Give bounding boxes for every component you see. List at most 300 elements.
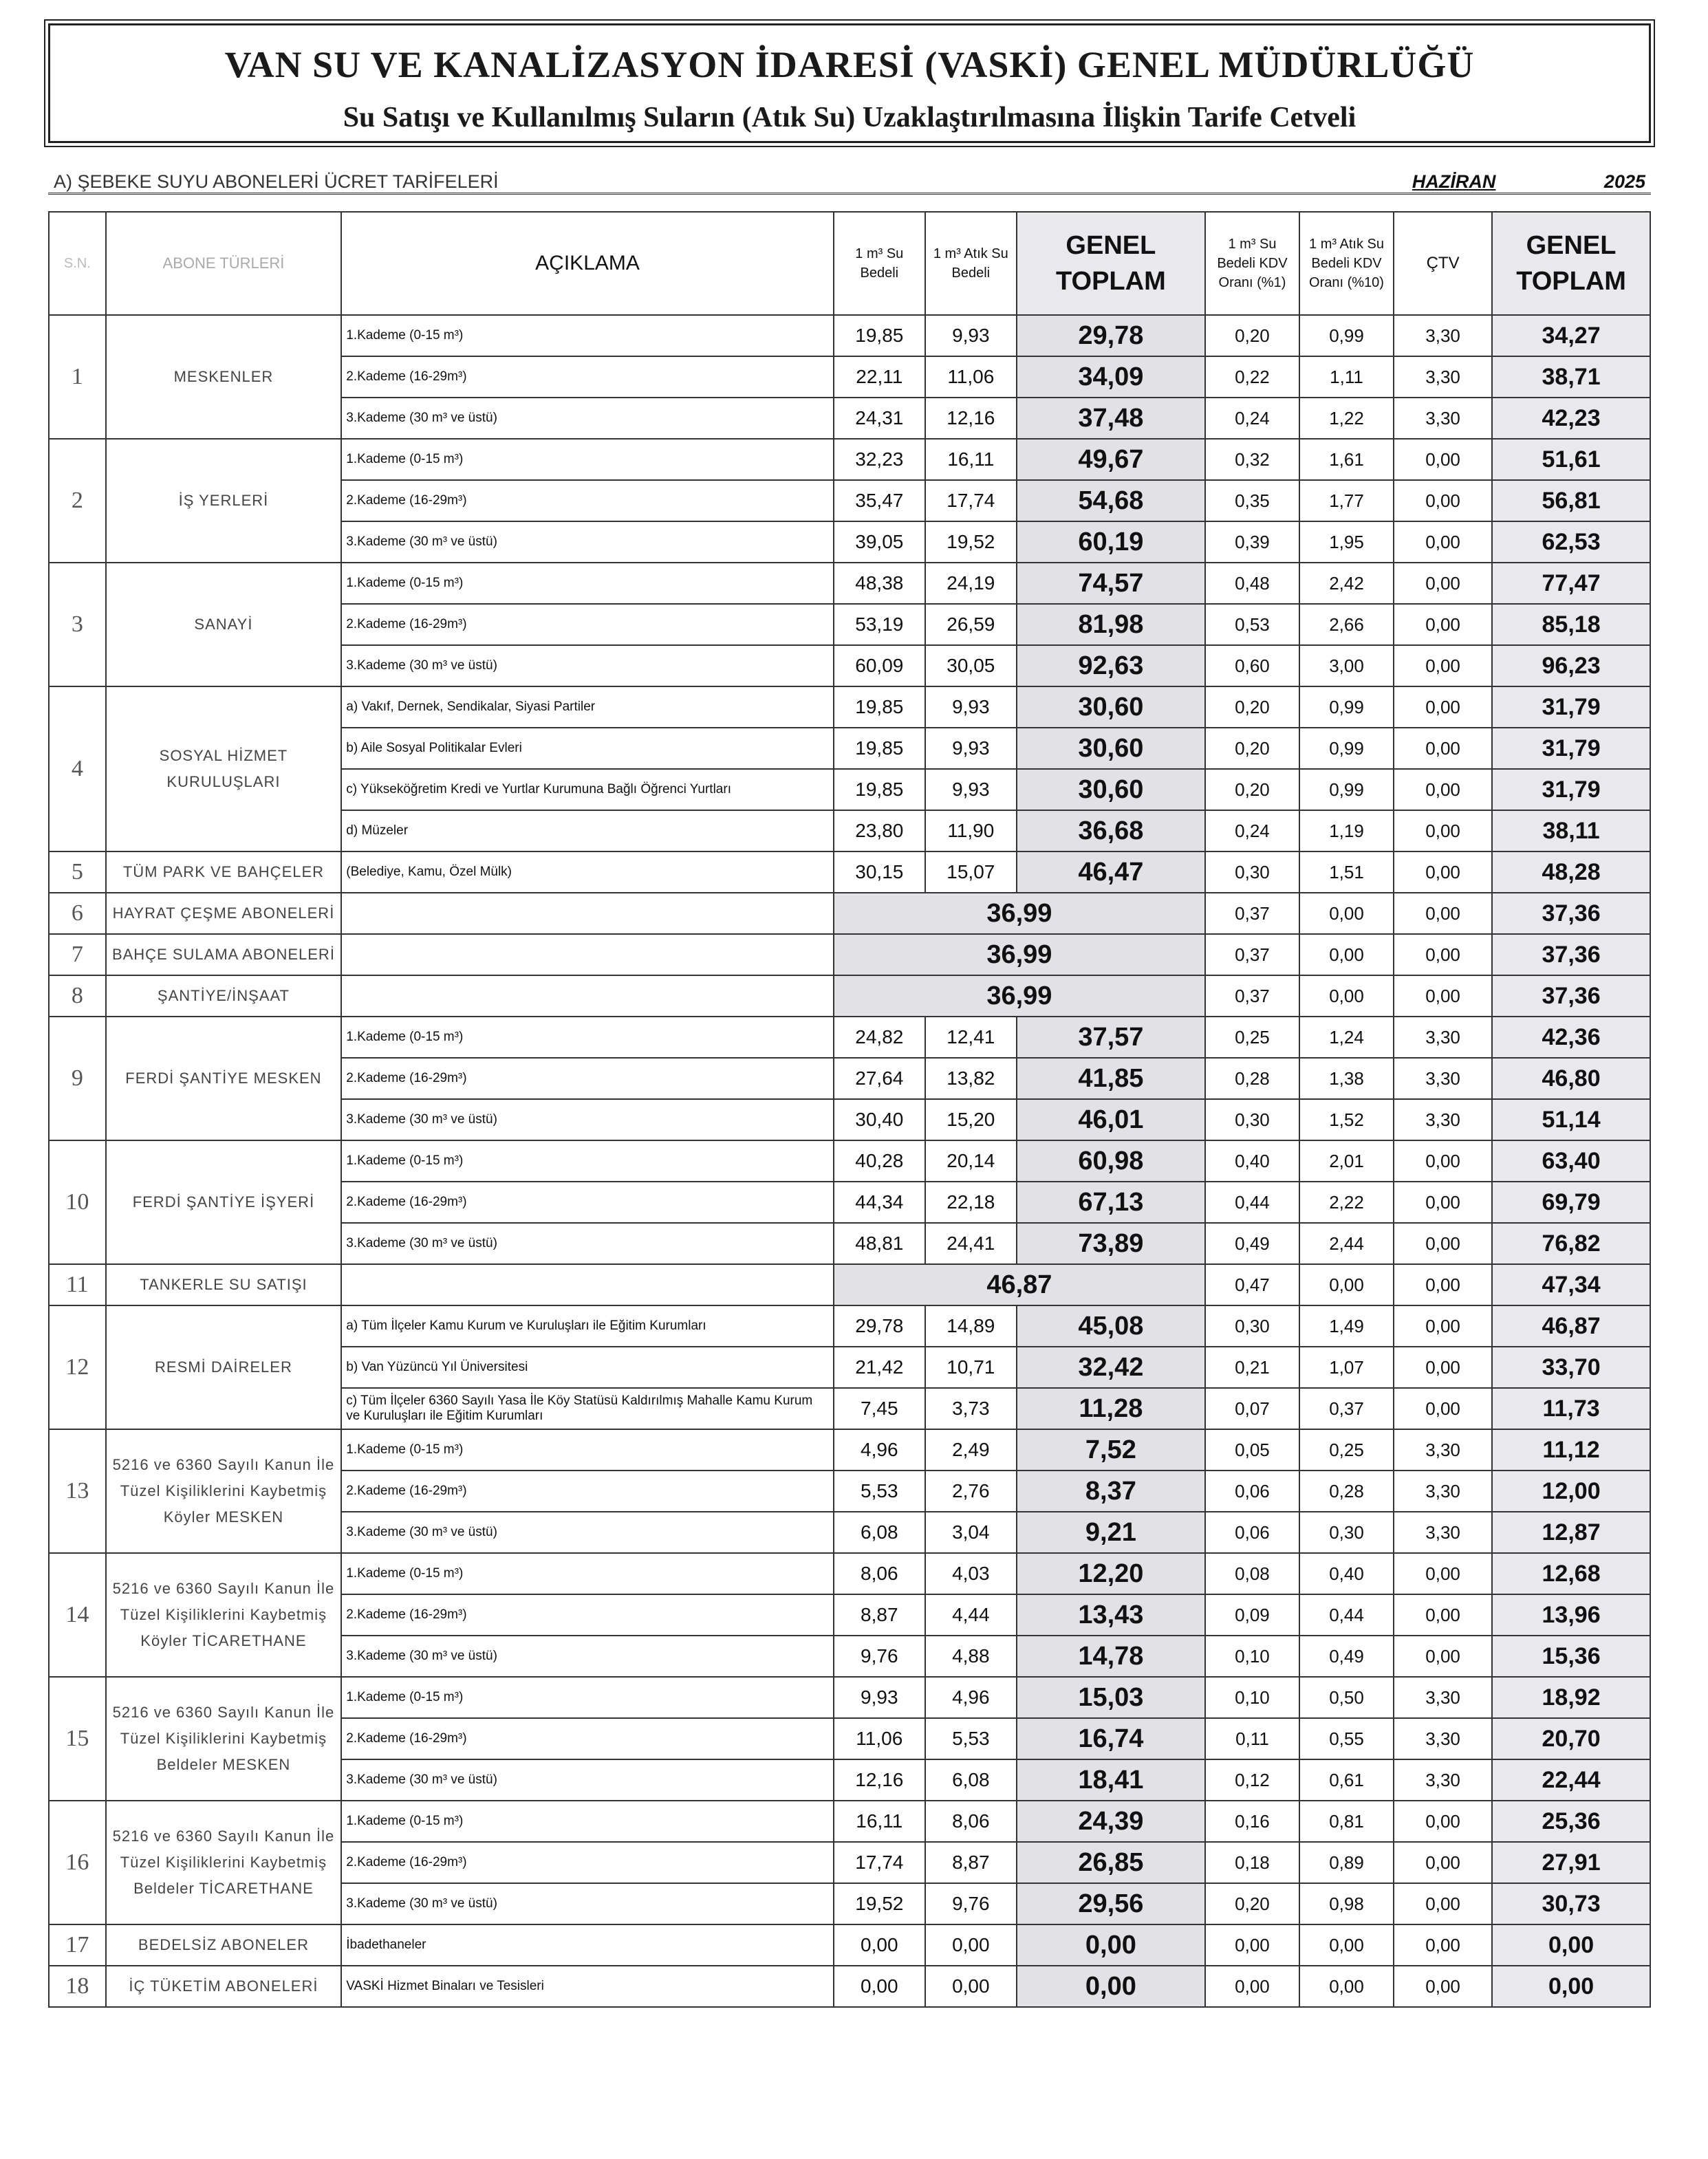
genel-toplam-1: 24,39 — [1017, 1801, 1205, 1842]
description: 3.Kademe (30 m³ ve üstü) — [341, 1636, 834, 1677]
atik-su-bedeli: 12,16 — [925, 398, 1017, 439]
kdv-atik-su: 0,00 — [1299, 1264, 1394, 1305]
genel-toplam-1: 81,98 — [1017, 604, 1205, 645]
kdv-atik-su: 0,99 — [1299, 728, 1394, 769]
kdv-atik-su: 0,30 — [1299, 1512, 1394, 1553]
atik-su-bedeli: 17,74 — [925, 480, 1017, 521]
kdv-su: 0,28 — [1205, 1058, 1299, 1099]
kdv-atik-su: 0,00 — [1299, 1924, 1394, 1966]
row-number: 5 — [49, 851, 106, 893]
ctv: 0,00 — [1394, 1182, 1492, 1223]
su-bedeli: 21,42 — [834, 1347, 925, 1388]
genel-toplam-1: 36,99 — [834, 975, 1205, 1017]
su-bedeli: 44,34 — [834, 1182, 925, 1223]
genel-toplam-1: 46,47 — [1017, 851, 1205, 893]
genel-toplam-2: 37,36 — [1492, 934, 1650, 975]
atik-su-bedeli: 12,41 — [925, 1017, 1017, 1058]
ctv: 0,00 — [1394, 1801, 1492, 1842]
atik-su-bedeli: 0,00 — [925, 1966, 1017, 2007]
period — [1412, 171, 1645, 193]
atik-su-bedeli: 15,20 — [925, 1099, 1017, 1140]
atik-su-bedeli: 16,11 — [925, 439, 1017, 480]
kdv-atik-su: 0,00 — [1299, 893, 1394, 934]
genel-toplam-1: 37,48 — [1017, 398, 1205, 439]
genel-toplam-2: 51,14 — [1492, 1099, 1650, 1140]
genel-toplam-2: 12,68 — [1492, 1553, 1650, 1594]
genel-toplam-2: 37,36 — [1492, 975, 1650, 1017]
kdv-atik-su: 0,44 — [1299, 1594, 1394, 1636]
description: 1.Kademe (0-15 m³) — [341, 439, 834, 480]
kdv-su: 0,08 — [1205, 1553, 1299, 1594]
table-row — [49, 1801, 1650, 1842]
subscriber-type: RESMİ DAİRELER — [106, 1305, 342, 1429]
kdv-su: 0,44 — [1205, 1182, 1299, 1223]
table-row — [49, 851, 1650, 893]
ctv: 0,00 — [1394, 645, 1492, 686]
document-title: VAN SU VE KANALİZASYON İDARESİ (VASKİ) GENEL MÜDÜRLÜĞÜ — [224, 44, 1475, 85]
description: 1.Kademe (0-15 m³) — [341, 1017, 834, 1058]
genel-toplam-2: 0,00 — [1492, 1966, 1650, 2007]
genel-toplam-1: 14,78 — [1017, 1636, 1205, 1677]
description: 3.Kademe (30 m³ ve üstü) — [341, 1759, 834, 1801]
header-desc: AÇIKLAMA — [341, 212, 834, 315]
table-body — [49, 315, 1650, 2007]
row-number: 14 — [49, 1553, 106, 1677]
description: 1.Kademe (0-15 m³) — [341, 1429, 834, 1471]
kdv-su: 0,11 — [1205, 1718, 1299, 1759]
ctv: 3,30 — [1394, 1017, 1492, 1058]
ctv: 0,00 — [1394, 521, 1492, 563]
subscriber-type: 5216 ve 6360 Sayılı Kanun İle Tüzel Kişiliklerini Kaybetmiş Beldeler TİCARETHANE — [106, 1801, 342, 1924]
description: 3.Kademe (30 m³ ve üstü) — [341, 398, 834, 439]
su-bedeli: 12,16 — [834, 1759, 925, 1801]
genel-toplam-1: 74,57 — [1017, 563, 1205, 604]
genel-toplam-2: 31,79 — [1492, 728, 1650, 769]
description: 1.Kademe (0-15 m³) — [341, 1553, 834, 1594]
genel-toplam-2: 62,53 — [1492, 521, 1650, 563]
su-bedeli: 24,82 — [834, 1017, 925, 1058]
su-bedeli: 32,23 — [834, 439, 925, 480]
genel-toplam-1: 15,03 — [1017, 1677, 1205, 1718]
kdv-su: 0,25 — [1205, 1017, 1299, 1058]
description: 2.Kademe (16-29m³) — [341, 1718, 834, 1759]
atik-su-bedeli: 9,93 — [925, 686, 1017, 728]
su-bedeli: 48,81 — [834, 1223, 925, 1264]
description: 3.Kademe (30 m³ ve üstü) — [341, 1099, 834, 1140]
title-box — [48, 23, 1651, 143]
genel-toplam-1: 30,60 — [1017, 769, 1205, 810]
atik-su-bedeli: 10,71 — [925, 1347, 1017, 1388]
ctv: 0,00 — [1394, 1264, 1492, 1305]
description: c) Tüm İlçeler 6360 Sayılı Yasa İle Köy Statüsü Kaldırılmış Mahalle Kamu Kurum ve Kuruluşları ile Eğitim Kurumları — [341, 1388, 834, 1429]
atik-su-bedeli: 19,52 — [925, 521, 1017, 563]
genel-toplam-2: 20,70 — [1492, 1718, 1650, 1759]
description: İbadethaneler — [341, 1924, 834, 1966]
genel-toplam-1: 46,01 — [1017, 1099, 1205, 1140]
ctv: 0,00 — [1394, 851, 1492, 893]
genel-toplam-2: 27,91 — [1492, 1842, 1650, 1883]
kdv-atik-su: 1,51 — [1299, 851, 1394, 893]
kdv-atik-su: 0,00 — [1299, 1966, 1394, 2007]
description: a) Tüm İlçeler Kamu Kurum ve Kuruluşları ile Eğitim Kurumları — [341, 1305, 834, 1347]
subscriber-type: İŞ YERLERİ — [106, 439, 342, 563]
atik-su-bedeli: 30,05 — [925, 645, 1017, 686]
ctv: 3,30 — [1394, 1429, 1492, 1471]
kdv-su: 0,20 — [1205, 1883, 1299, 1924]
kdv-atik-su: 1,22 — [1299, 398, 1394, 439]
description — [341, 934, 834, 975]
description: c) Yükseköğretim Kredi ve Yurtlar Kurumuna Bağlı Öğrenci Yurtları — [341, 769, 834, 810]
su-bedeli: 27,64 — [834, 1058, 925, 1099]
genel-toplam-1: 60,19 — [1017, 521, 1205, 563]
subscriber-type: HAYRAT ÇEŞME ABONELERİ — [106, 893, 342, 934]
genel-toplam-2: 11,73 — [1492, 1388, 1650, 1429]
kdv-atik-su: 2,01 — [1299, 1140, 1394, 1182]
atik-su-bedeli: 22,18 — [925, 1182, 1017, 1223]
kdv-su: 0,22 — [1205, 356, 1299, 398]
genel-toplam-2: 11,12 — [1492, 1429, 1650, 1471]
ctv: 3,30 — [1394, 1718, 1492, 1759]
description — [341, 975, 834, 1017]
genel-toplam-1: 54,68 — [1017, 480, 1205, 521]
kdv-su: 0,48 — [1205, 563, 1299, 604]
atik-su-bedeli: 9,93 — [925, 315, 1017, 356]
atik-su-bedeli: 6,08 — [925, 1759, 1017, 1801]
row-number: 2 — [49, 439, 106, 563]
ctv: 3,30 — [1394, 1512, 1492, 1553]
kdv-atik-su: 3,00 — [1299, 645, 1394, 686]
row-number: 11 — [49, 1264, 106, 1305]
description: 3.Kademe (30 m³ ve üstü) — [341, 1512, 834, 1553]
description: 3.Kademe (30 m³ ve üstü) — [341, 1223, 834, 1264]
ctv: 0,00 — [1394, 563, 1492, 604]
genel-toplam-2: 0,00 — [1492, 1924, 1650, 1966]
atik-su-bedeli: 4,96 — [925, 1677, 1017, 1718]
kdv-atik-su: 1,95 — [1299, 521, 1394, 563]
kdv-atik-su: 1,77 — [1299, 480, 1394, 521]
atik-su-bedeli: 20,14 — [925, 1140, 1017, 1182]
subscriber-type: İÇ TÜKETİM ABONELERİ — [106, 1966, 342, 2007]
kdv-su: 0,07 — [1205, 1388, 1299, 1429]
atik-su-bedeli: 9,93 — [925, 769, 1017, 810]
kdv-atik-su: 0,89 — [1299, 1842, 1394, 1883]
atik-su-bedeli: 24,41 — [925, 1223, 1017, 1264]
genel-toplam-1: 49,67 — [1017, 439, 1205, 480]
su-bedeli: 8,87 — [834, 1594, 925, 1636]
atik-su-bedeli: 4,44 — [925, 1594, 1017, 1636]
atik-su-bedeli: 9,93 — [925, 728, 1017, 769]
subscriber-type: BEDELSİZ ABONELER — [106, 1924, 342, 1966]
description: (Belediye, Kamu, Özel Mülk) — [341, 851, 834, 893]
description: 3.Kademe (30 m³ ve üstü) — [341, 521, 834, 563]
description — [341, 1264, 834, 1305]
row-number: 18 — [49, 1966, 106, 2007]
genel-toplam-1: 92,63 — [1017, 645, 1205, 686]
genel-toplam-1: 46,87 — [834, 1264, 1205, 1305]
ctv: 0,00 — [1394, 1553, 1492, 1594]
subscriber-type: MESKENLER — [106, 315, 342, 439]
table-row — [49, 975, 1650, 1017]
description: 2.Kademe (16-29m³) — [341, 1471, 834, 1512]
kdv-su: 0,47 — [1205, 1264, 1299, 1305]
su-bedeli: 8,06 — [834, 1553, 925, 1594]
kdv-su: 0,16 — [1205, 1801, 1299, 1842]
kdv-atik-su: 0,40 — [1299, 1553, 1394, 1594]
kdv-atik-su: 0,99 — [1299, 315, 1394, 356]
kdv-su: 0,06 — [1205, 1512, 1299, 1553]
ctv: 3,30 — [1394, 1677, 1492, 1718]
genel-toplam-1: 34,09 — [1017, 356, 1205, 398]
kdv-su: 0,53 — [1205, 604, 1299, 645]
kdv-su: 0,00 — [1205, 1966, 1299, 2007]
ctv: 0,00 — [1394, 1924, 1492, 1966]
kdv-atik-su: 2,66 — [1299, 604, 1394, 645]
ctv: 0,00 — [1394, 893, 1492, 934]
description: b) Aile Sosyal Politikalar Evleri — [341, 728, 834, 769]
su-bedeli: 17,74 — [834, 1842, 925, 1883]
kdv-su: 0,35 — [1205, 480, 1299, 521]
genel-toplam-2: 15,36 — [1492, 1636, 1650, 1677]
ctv: 0,00 — [1394, 480, 1492, 521]
atik-su-bedeli: 5,53 — [925, 1718, 1017, 1759]
su-bedeli: 7,45 — [834, 1388, 925, 1429]
kdv-atik-su: 2,22 — [1299, 1182, 1394, 1223]
ctv: 3,30 — [1394, 1759, 1492, 1801]
header-atik: 1 m³ Atık Su Bedeli — [925, 212, 1017, 315]
ctv: 0,00 — [1394, 728, 1492, 769]
kdv-atik-su: 2,42 — [1299, 563, 1394, 604]
header-genel-toplam-2: GENEL TOPLAM — [1492, 212, 1650, 315]
header-su: 1 m³ Su Bedeli — [834, 212, 925, 315]
table-row — [49, 1553, 1650, 1594]
kdv-atik-su: 0,50 — [1299, 1677, 1394, 1718]
kdv-su: 0,24 — [1205, 398, 1299, 439]
kdv-atik-su: 0,25 — [1299, 1429, 1394, 1471]
genel-toplam-2: 30,73 — [1492, 1883, 1650, 1924]
su-bedeli: 9,93 — [834, 1677, 925, 1718]
genel-toplam-1: 18,41 — [1017, 1759, 1205, 1801]
genel-toplam-1: 32,42 — [1017, 1347, 1205, 1388]
row-number: 17 — [49, 1924, 106, 1966]
tariff-document — [48, 23, 1651, 2008]
genel-toplam-2: 12,00 — [1492, 1471, 1650, 1512]
description: 2.Kademe (16-29m³) — [341, 356, 834, 398]
ctv: 0,00 — [1394, 769, 1492, 810]
subscriber-type: FERDİ ŞANTİYE MESKEN — [106, 1017, 342, 1140]
genel-toplam-2: 46,80 — [1492, 1058, 1650, 1099]
row-number: 13 — [49, 1429, 106, 1553]
ctv: 3,30 — [1394, 1471, 1492, 1512]
ctv: 0,00 — [1394, 439, 1492, 480]
row-number: 7 — [49, 934, 106, 975]
table-row — [49, 1140, 1650, 1182]
kdv-su: 0,06 — [1205, 1471, 1299, 1512]
kdv-su: 0,20 — [1205, 686, 1299, 728]
kdv-atik-su: 0,49 — [1299, 1636, 1394, 1677]
row-number: 1 — [49, 315, 106, 439]
kdv-su: 0,05 — [1205, 1429, 1299, 1471]
kdv-su: 0,39 — [1205, 521, 1299, 563]
description: 2.Kademe (16-29m³) — [341, 480, 834, 521]
su-bedeli: 4,96 — [834, 1429, 925, 1471]
genel-toplam-1: 36,99 — [834, 934, 1205, 975]
header-type: ABONE TÜRLERİ — [106, 212, 342, 315]
kdv-atik-su: 1,38 — [1299, 1058, 1394, 1099]
atik-su-bedeli: 11,90 — [925, 810, 1017, 851]
subscriber-type: BAHÇE SULAMA ABONELERİ — [106, 934, 342, 975]
genel-toplam-1: 45,08 — [1017, 1305, 1205, 1347]
genel-toplam-2: 51,61 — [1492, 439, 1650, 480]
subscriber-type: TANKERLE SU SATIŞI — [106, 1264, 342, 1305]
su-bedeli: 11,06 — [834, 1718, 925, 1759]
kdv-su: 0,32 — [1205, 439, 1299, 480]
table-row — [49, 315, 1650, 356]
subscriber-type: SOSYAL HİZMET KURULUŞLARI — [106, 686, 342, 851]
atik-su-bedeli: 4,88 — [925, 1636, 1017, 1677]
table-row — [49, 1264, 1650, 1305]
genel-toplam-2: 25,36 — [1492, 1801, 1650, 1842]
kdv-su: 0,37 — [1205, 975, 1299, 1017]
table-row — [49, 1017, 1650, 1058]
genel-toplam-1: 0,00 — [1017, 1966, 1205, 2007]
genel-toplam-1: 26,85 — [1017, 1842, 1205, 1883]
genel-toplam-2: 69,79 — [1492, 1182, 1650, 1223]
su-bedeli: 6,08 — [834, 1512, 925, 1553]
description: 2.Kademe (16-29m³) — [341, 1842, 834, 1883]
period-year: 2025 — [1603, 171, 1645, 192]
genel-toplam-1: 36,99 — [834, 893, 1205, 934]
su-bedeli: 0,00 — [834, 1966, 925, 2007]
su-bedeli: 39,05 — [834, 521, 925, 563]
ctv: 0,00 — [1394, 604, 1492, 645]
atik-su-bedeli: 3,73 — [925, 1388, 1017, 1429]
genel-toplam-1: 29,78 — [1017, 315, 1205, 356]
kdv-su: 0,10 — [1205, 1677, 1299, 1718]
kdv-atik-su: 0,55 — [1299, 1718, 1394, 1759]
kdv-su: 0,37 — [1205, 893, 1299, 934]
row-number: 10 — [49, 1140, 106, 1264]
genel-toplam-1: 60,98 — [1017, 1140, 1205, 1182]
row-number: 4 — [49, 686, 106, 851]
ctv: 0,00 — [1394, 1347, 1492, 1388]
genel-toplam-2: 42,23 — [1492, 398, 1650, 439]
atik-su-bedeli: 9,76 — [925, 1883, 1017, 1924]
kdv-su: 0,12 — [1205, 1759, 1299, 1801]
su-bedeli: 19,85 — [834, 769, 925, 810]
section-header — [48, 161, 1651, 195]
ctv: 0,00 — [1394, 686, 1492, 728]
su-bedeli: 19,52 — [834, 1883, 925, 1924]
su-bedeli: 53,19 — [834, 604, 925, 645]
row-number: 16 — [49, 1801, 106, 1924]
atik-su-bedeli: 4,03 — [925, 1553, 1017, 1594]
subscriber-type: 5216 ve 6360 Sayılı Kanun İle Tüzel Kişiliklerini Kaybetmiş Beldeler MESKEN — [106, 1677, 342, 1801]
genel-toplam-2: 12,87 — [1492, 1512, 1650, 1553]
genel-toplam-1: 30,60 — [1017, 686, 1205, 728]
genel-toplam-1: 16,74 — [1017, 1718, 1205, 1759]
table-row — [49, 563, 1650, 604]
genel-toplam-2: 56,81 — [1492, 480, 1650, 521]
table-row — [49, 439, 1650, 480]
genel-toplam-2: 13,96 — [1492, 1594, 1650, 1636]
header-genel-toplam-1: GENEL TOPLAM — [1017, 212, 1205, 315]
atik-su-bedeli: 13,82 — [925, 1058, 1017, 1099]
row-number: 3 — [49, 563, 106, 686]
row-number: 12 — [49, 1305, 106, 1429]
table-row — [49, 893, 1650, 934]
genel-toplam-2: 33,70 — [1492, 1347, 1650, 1388]
kdv-atik-su: 1,24 — [1299, 1017, 1394, 1058]
kdv-su: 0,60 — [1205, 645, 1299, 686]
description: 1.Kademe (0-15 m³) — [341, 563, 834, 604]
kdv-atik-su: 1,61 — [1299, 439, 1394, 480]
kdv-su: 0,40 — [1205, 1140, 1299, 1182]
atik-su-bedeli: 26,59 — [925, 604, 1017, 645]
ctv: 3,30 — [1394, 398, 1492, 439]
table-header-row — [49, 212, 1650, 315]
su-bedeli: 19,85 — [834, 315, 925, 356]
kdv-su: 0,30 — [1205, 1305, 1299, 1347]
su-bedeli: 22,11 — [834, 356, 925, 398]
ctv: 0,00 — [1394, 975, 1492, 1017]
atik-su-bedeli: 2,49 — [925, 1429, 1017, 1471]
genel-toplam-1: 30,60 — [1017, 728, 1205, 769]
kdv-atik-su: 0,81 — [1299, 1801, 1394, 1842]
su-bedeli: 40,28 — [834, 1140, 925, 1182]
kdv-atik-su: 2,44 — [1299, 1223, 1394, 1264]
kdv-su: 0,49 — [1205, 1223, 1299, 1264]
genel-toplam-2: 96,23 — [1492, 645, 1650, 686]
kdv-atik-su: 1,52 — [1299, 1099, 1394, 1140]
kdv-su: 0,00 — [1205, 1924, 1299, 1966]
genel-toplam-2: 38,11 — [1492, 810, 1650, 851]
description: b) Van Yüzüncü Yıl Üniversitesi — [341, 1347, 834, 1388]
atik-su-bedeli: 0,00 — [925, 1924, 1017, 1966]
header-kdv10: 1 m³ Atık Su Bedeli KDV Oranı (%10) — [1299, 212, 1394, 315]
genel-toplam-2: 85,18 — [1492, 604, 1650, 645]
row-number: 6 — [49, 893, 106, 934]
ctv: 3,30 — [1394, 1099, 1492, 1140]
kdv-atik-su: 0,98 — [1299, 1883, 1394, 1924]
atik-su-bedeli: 8,06 — [925, 1801, 1017, 1842]
table-row — [49, 1429, 1650, 1471]
kdv-atik-su: 1,07 — [1299, 1347, 1394, 1388]
table-row — [49, 1677, 1650, 1718]
section-title: A) ŞEBEKE SUYU ABONELERİ ÜCRET TARİFELERİ — [54, 171, 499, 192]
row-number: 15 — [49, 1677, 106, 1801]
genel-toplam-1: 67,13 — [1017, 1182, 1205, 1223]
kdv-atik-su: 0,00 — [1299, 975, 1394, 1017]
kdv-su: 0,37 — [1205, 934, 1299, 975]
genel-toplam-2: 47,34 — [1492, 1264, 1650, 1305]
period-month: HAZİRAN — [1412, 171, 1496, 192]
description: 1.Kademe (0-15 m³) — [341, 1801, 834, 1842]
genel-toplam-2: 31,79 — [1492, 686, 1650, 728]
atik-su-bedeli: 15,07 — [925, 851, 1017, 893]
genel-toplam-1: 12,20 — [1017, 1553, 1205, 1594]
table-row — [49, 686, 1650, 728]
ctv: 0,00 — [1394, 934, 1492, 975]
tariff-table — [48, 211, 1651, 2008]
genel-toplam-1: 11,28 — [1017, 1388, 1205, 1429]
document-subtitle: Su Satışı ve Kullanılmış Suların (Atık Su) Uzaklaştırılmasına İlişkin Tarife Cetveli — [343, 102, 1356, 133]
subscriber-type: ŞANTİYE/İNŞAAT — [106, 975, 342, 1017]
kdv-su: 0,20 — [1205, 315, 1299, 356]
subscriber-type: SANAYİ — [106, 563, 342, 686]
su-bedeli: 30,40 — [834, 1099, 925, 1140]
su-bedeli: 30,15 — [834, 851, 925, 893]
description: 2.Kademe (16-29m³) — [341, 1594, 834, 1636]
